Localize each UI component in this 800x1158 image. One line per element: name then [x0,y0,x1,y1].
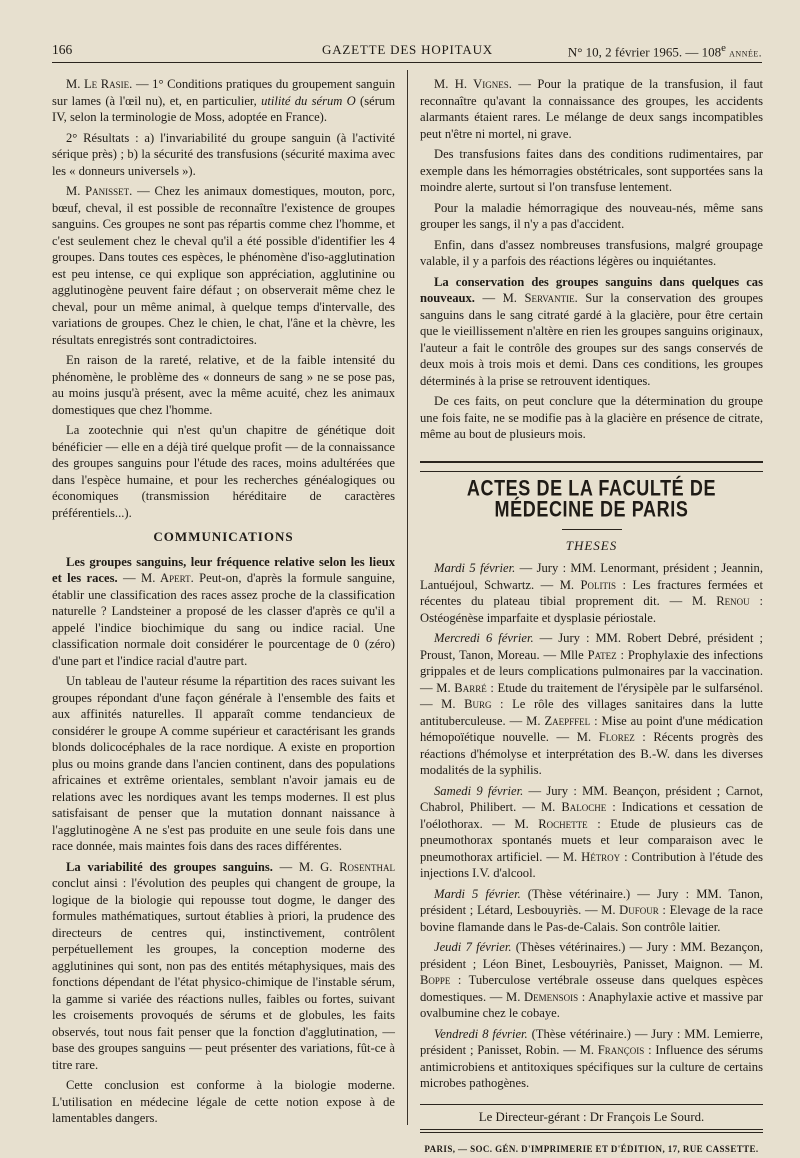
paragraph: De ces faits, on peut conclure que la détermination du groupe une fois faite, ne se modifie pas à la glacière en présence de citrate, même au bout de plusieurs mois. [420,394,763,441]
speaker-name: M. Apert. [141,571,194,585]
issue-year-word: année. [729,47,762,60]
thesis-entry: Vendredi 8 février. (Thèse vétérinaire.) — Jury : MM. Lemierre, président ; Panisset, Robin. — M. François : Influence des sérums antimicrobiens et antitoxiques spécifiques sur la culture de certains microbes pathogènes. [420,1026,764,1090]
column-divider [407,70,408,1125]
communication-title: La variabilité des groupes sanguins. [66,859,273,874]
thesis-date: Jeudi 7 février. [434,940,512,954]
short-rule [562,529,622,530]
speaker-name: M. G. Rosenthal [299,859,395,874]
page-header [52,40,762,60]
printer-imprint: PARIS, — SOC. GÉN. D'IMPRIMERIE ET D'ÉDITION, 17, RUE CASSETTE. [424,1144,759,1154]
communication-title: La conservation des groupes sanguins dans quelques cas nouveaux. [420,274,763,305]
paragraph: Pour la maladie hémorragique des nouveau-nés, même sans grouper les sangs, il n'y a pas d'accident. [420,200,763,231]
issue-info [568,42,762,60]
right-column [420,76,763,1158]
thesis-date: Mercredi 6 février. [434,631,534,645]
paragraph: 2° Résultats : a) l'invariabilité du groupe sanguin (à l'activité sérique près) ; b) la sécurité des transfusions (sécurité maxima avec les « donneurs universels »). [52,130,395,178]
speaker-name: M. Servantie. [502,291,578,305]
subheading-theses: THESES [565,537,618,553]
thesis-entry: Mardi 5 février. — Jury : MM. Lenormant, président ; Jeannin, Lantuéjoul, Schwartz. — M. Politis : Les fractures fermées et récentes du plateau tibial proprement dit. — M. Renou : Ostéogénèse imparfaite et dysplasie périostale. [420,561,764,625]
thesis-date: Mardi 5 février. [434,561,516,575]
communication-title: Les groupes sanguins, leur fréquence relative selon les lieux et les races. [52,554,395,585]
thesis-date: Samedi 9 février. [434,783,524,798]
thesis-entry: Mardi 5 février. (Thèse vétérinaire.) — Jury : MM. Tanon, président ; Létard, Lesbouyriès. — M. Dufour : Elevage de la race bovine flamande dans le Pas-de-Calais. Son contrôle laitier. [420,886,763,934]
paragraph: M. H. Vignes. — Pour la pratique de la transfusion, il faut reconnaître qu'avant la connaissance des groupes, les accidents alarmants étaient rares. Le mélange de deux sangs incompatibles peut n'être ni mortel, ni grave. [420,77,763,141]
paragraph: M. Panisset. — Chez les animaux domestiques, mouton, porc, bœuf, cheval, il est possible de reconnaître l'existence de groupes sanguins. Ces groupes ne sont pas répartis comme chez l'homme, et c'est seulement chez le cheval qu'il a été possible d'identifier les 4 groupes. Dans toutes ces espèces, le phénomène d'iso-agglutination est peu intense, ce qui explique son appréciation, agglutinine ou agglutinogène peuvent faire défaut ; on observerait même chez le cheval, pour un même animal, à quelque temps d'intervalle, des variations de groupes. Chez le chien, le chat, l'âne et la chèvre, les résultats enregistrés sont contradictoires. [52,184,395,347]
paragraph: Enfin, dans d'assez nombreuses transfusions, malgré groupage valable, il y a parfois des réactions légères ou inquiétantes. [420,237,763,268]
issue-text: N° 10, 2 février 1965. — 108 [567,44,722,60]
header-rule [52,62,762,63]
paragraph: Cette conclusion est conforme à la biologie moderne. L'utilisation en médecine légale de cette notion expose à de lamentables dangers. [52,1078,395,1125]
paragraph: Les groupes sanguins, leur fréquence relative selon les lieux et les races. — M. Apert. Peut-on, d'après la formule sanguine, établir une classification des races assez proche de la classification naturelle ? Landsteiner a proposé de les classer d'après ce qu'il a appelé l'indice biochimique du sang ou indice racial. Une classification normale doit considérer le pourcentage de 0 (zéro) d'une part et l'indice racial d'autre part. [52,554,396,668]
paragraph: La variabilité des groupes sanguins. — M. G. Rosenthal conclut ainsi : l'évolution des peuples qui changent de groupe, la logique de la biologie qui repousse tout dogme, le danger des formules mathématiques, surtout établies à priori, la prudence des directeurs de centres qui, instinctivement, contrôlent perpétuellement les groupes, la conception moderne des agglutinines qui sont, non pas des entités métaphysiques, mais des fonctions dépendant de l'état physico-chimique de l'instable sérum, la gamme si variée des réactions nulles, faibles ou fortes, suivant les croisements provoqués de sérums et de globules, les faits observés, tout nous fait penser que la fonction d'agglutination, — base des groupes sanguins — peut présenter des variations, fût-ce à titre rare. [52,859,395,1072]
journal-title: GAZETTE DES HOPITAUX [322,42,493,57]
page-number: 166 [52,42,73,57]
paragraph: En raison de la rareté, relative, et de la faible intensité du phénomène, le problème des « donneurs de sang » ne se pose pas, au moins jusqu'à présent, avec la même acuité, chez les animaux domestiques que chez l'homme. [52,353,395,417]
thesis-entry: Mercredi 6 février. — Jury : MM. Robert Debré, président ; Proust, Tanon, Moreau. — Mlle Patez : Prophylaxie des infections grippales et de leurs complications pulmonaires par la vaccination. — M. Barré : Etude du traitement de l'érysipèle par le sulfarsénol. — M. Burg : Le rôle des villages sanitaires dans la lutte antituberculeuse. — M. Zaepffel : Mise au point d'une médication hémopoïétique nouvelle. — M. Florez : Récents progrès des réactions d'hémolyse et interprétation des B.-W. dans les diverses modalités de la syphilis. [420,631,763,777]
paragraph: Un tableau de l'auteur résume la répartition des races suivant les groupes répondant d'une façon générale à l'ensemble des faits et aux affinités naturelles. Il apparaît comme tendancieux de considérer le groupe A comme supérieur et caractérisant les grands blonds dolicocéphales de la race nordique. A existe en proportion plus ou moins grande dans l'ancien continent, dans des populations africaines et extrême orientales, semblant n'avoir jamais eu de relations avec les nordiques avant les temps modernes. Il est plus satisfaisant de penser que la mutation donnant naissance à l'agglutinogène A ne s'est pas produite en une seule fois dans une race donnée, mais maintes fois dans des races différentes. [52,674,395,853]
director-signature: Le Directeur-gérant : Dr François Le Sourd. [420,1104,763,1126]
section-heading-actes: ACTES DE LA FACULTÉ DE MÉDECINE DE PARIS [466,474,717,521]
paragraph: M. Le Rasie. — 1° Conditions pratiques du groupement sanguin sur lames (à l'œil nu), et, en particulier, utilité du sérum O (sérum IV, selon la terminologie de Moss, adoptée en France). [52,77,395,124]
speaker-name: M. Panisset. [66,184,133,198]
thesis-date: Vendredi 8 février. [434,1026,528,1041]
paragraph: Des transfusions faites dans des conditions rudimentaires, par exemple dans les hémorragies obstétricales, sont supportées sans la moindre alerte, surtout si l'on transfuse lentement. [420,147,763,194]
paragraph: La conservation des groupes sanguins dans quelques cas nouveaux. — M. Servantie. Sur la conservation des groupes sanguins dans le sang citraté gardé à la glacière, pour être certain que le vieillissement n'altère en rien les groupes sanguins originaux, l'auteur a fait le contrôle des groupes sur des sangs conservés de deux mois à trois mois et demi. Dans ces conditions, les groupes déterminés à la prise se retrouvent identiques. [420,274,763,388]
speaker-name: M. Le Rasie. [66,77,133,91]
speaker-name: M. H. Vignes. [434,77,512,91]
section-separator [420,461,763,472]
section-heading-communications: COMMUNICATIONS [153,529,294,544]
left-column [52,76,395,1131]
thesis-entry: Samedi 9 février. — Jury : MM. Beançon, président ; Carnot, Chabrol, Philibert. — M. Baloche : Indications et cessation de l'oélothorax. — M. Rochette : Etude de plusieurs cas de pneumothorax spontanés muets et leur comparaison avec le pneumothorax artificiel. — M. Hétroy : Contribution à l'étude des injections I.V. d'alcool. [420,783,763,880]
issue-suffix: e [721,42,726,54]
paragraph: La zootechnie qui n'est qu'un chapitre de génétique doit bénéficier — elle en a déjà tiré quelque profit — de la connaissance des groupes sanguins pour l'étude des races, moins adultérées que dans l'espèce humaine, et pour les recherches généalogiques ou économiques (transmission héréditaire de caractères préférentiels...). [52,423,395,520]
thesis-entry: Jeudi 7 février. (Thèses vétérinaires.) — Jury : MM. Bezançon, président ; Léon Binet, Lesbouyriès, Panisset, Maignon. — M. Boppe : Tuberculose vertébrale osseuse dans quelques espèces domestiques. — M. Demensois : Anaphylaxie active et massive par ovalbumine chez le cobaye. [420,940,763,1020]
thesis-date: Mardi 5 février. [434,886,521,901]
